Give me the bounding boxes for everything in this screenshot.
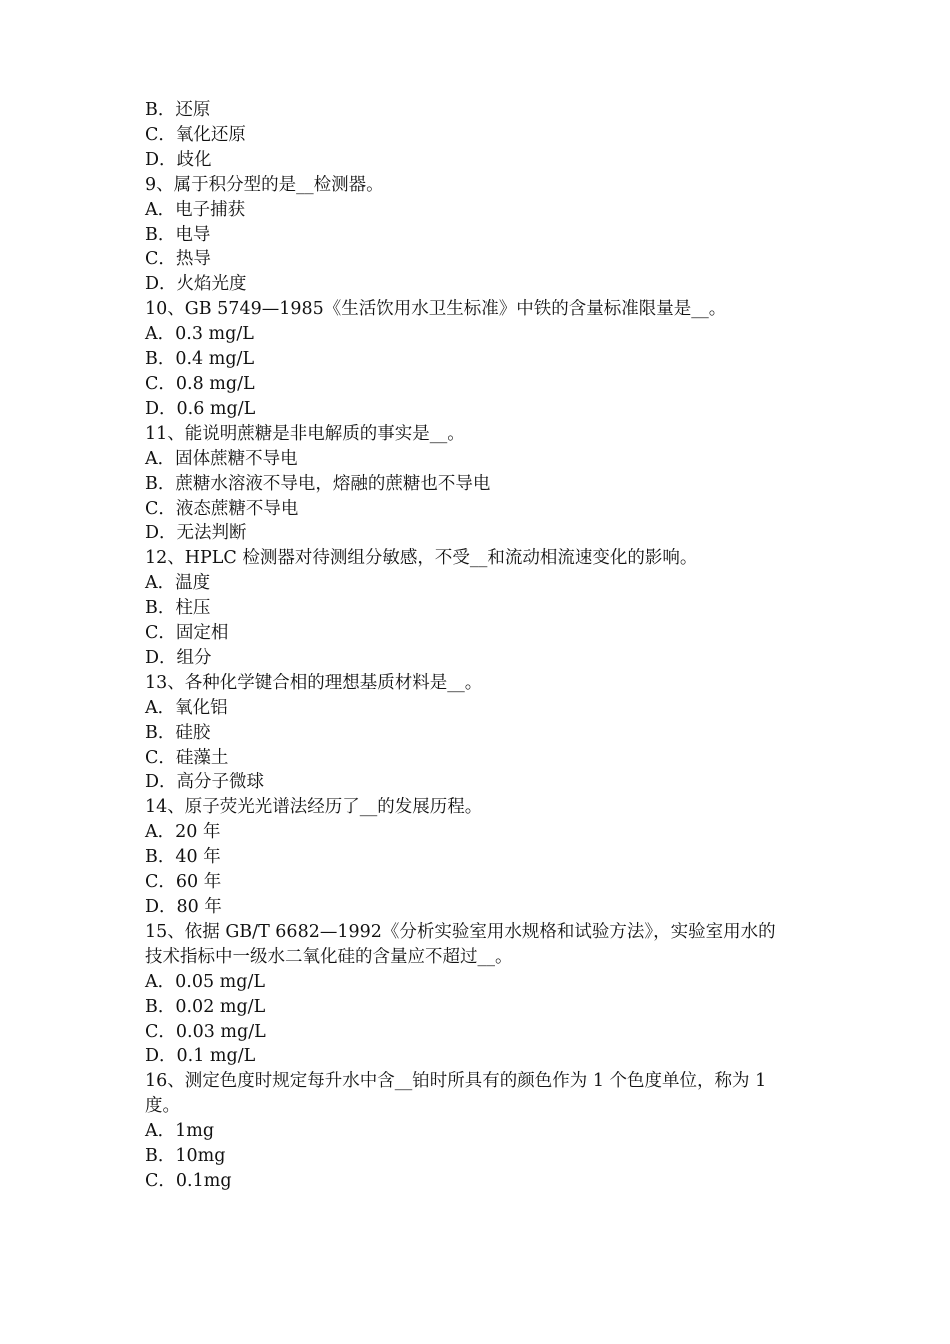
question-14: 14、原子荧光光谱法经历了__的发展历程。 bbox=[145, 797, 483, 818]
option-d-q8: D．歧化 bbox=[145, 149, 212, 170]
question-13: 13、各种化学键合相的理想基质材料是__。 bbox=[145, 672, 483, 693]
question-15-line-2: 技术指标中一级水二氧化硅的含量应不超过__。 bbox=[145, 946, 513, 967]
question-9: 9、属于积分型的是__检测器。 bbox=[145, 174, 384, 195]
option-c-q9: C．热导 bbox=[145, 249, 211, 270]
option-d-q12: D．组分 bbox=[145, 647, 212, 668]
option-c-q12: C．固定相 bbox=[145, 623, 229, 644]
option-d-q14: D．80 年 bbox=[145, 897, 222, 917]
option-c-q11: C．液态蔗糖不导电 bbox=[145, 498, 299, 519]
option-a-q11: A．固体蔗糖不导电 bbox=[145, 448, 298, 469]
option-a-q14: A．20 年 bbox=[145, 822, 221, 843]
option-c-q13: C．硅藻土 bbox=[145, 747, 229, 768]
option-d-q13: D．高分子微球 bbox=[145, 772, 265, 793]
option-a-q12: A．温度 bbox=[145, 573, 211, 594]
option-b-q9: B．电导 bbox=[145, 224, 211, 245]
option-a-q10: A．0.3 mg/L bbox=[145, 324, 254, 345]
option-d-q11: D．无法判断 bbox=[145, 523, 247, 544]
option-b-q13: B．硅胶 bbox=[145, 722, 211, 743]
question-12: 12、HPLC 检测器对待测组分敏感，不受__和流动相流速变化的影响。 bbox=[145, 548, 698, 569]
option-b-q11: B．蔗糖水溶液不导电，熔融的蔗糖也不导电 bbox=[145, 473, 491, 494]
option-d-q10: D．0.6 mg/L bbox=[145, 398, 256, 419]
option-c-q16: C．0.1mg bbox=[145, 1170, 232, 1191]
question-10: 10、GB 5749—1985《生活饮用水卫生标准》中铁的含量标准限量是__。 bbox=[145, 299, 727, 320]
option-c-q8: C．氧化还原 bbox=[145, 124, 246, 145]
option-b-q12: B．柱压 bbox=[145, 598, 211, 619]
question-15-line-1: 15、依据 GB/T 6682—1992《分析实验室用水规格和试验方法》，实验室用水的 bbox=[145, 921, 776, 942]
option-a-q13: A．氧化铝 bbox=[145, 697, 228, 718]
option-c-q15: C．0.03 mg/L bbox=[145, 1021, 266, 1042]
question-list bbox=[145, 98, 810, 1194]
option-b-q15: B．0.02 mg/L bbox=[145, 996, 266, 1017]
question-16-line-1: 16、测定色度时规定每升水中含__铂时所具有的颜色作为 1 个色度单位，称为 1 bbox=[145, 1071, 767, 1092]
question-11: 11、能说明蔗糖是非电解质的事实是__。 bbox=[145, 423, 465, 444]
option-b-q10: B．0.4 mg/L bbox=[145, 349, 255, 370]
option-d-q15: D．0.1 mg/L bbox=[145, 1046, 256, 1067]
option-a-q15: A．0.05 mg/L bbox=[145, 971, 265, 992]
option-b-q8: B．还原 bbox=[145, 100, 211, 120]
option-b-q16: B．10mg bbox=[145, 1146, 226, 1167]
option-c-q10: C．0.8 mg/L bbox=[145, 373, 255, 394]
option-c-q14: C．60 年 bbox=[145, 872, 222, 893]
option-b-q14: B．40 年 bbox=[145, 847, 221, 868]
option-d-q9: D．火焰光度 bbox=[145, 274, 247, 295]
option-a-q9: A．电子捕获 bbox=[145, 199, 246, 220]
question-16-line-2: 度。 bbox=[145, 1096, 180, 1117]
option-a-q16: A．1mg bbox=[145, 1121, 215, 1142]
